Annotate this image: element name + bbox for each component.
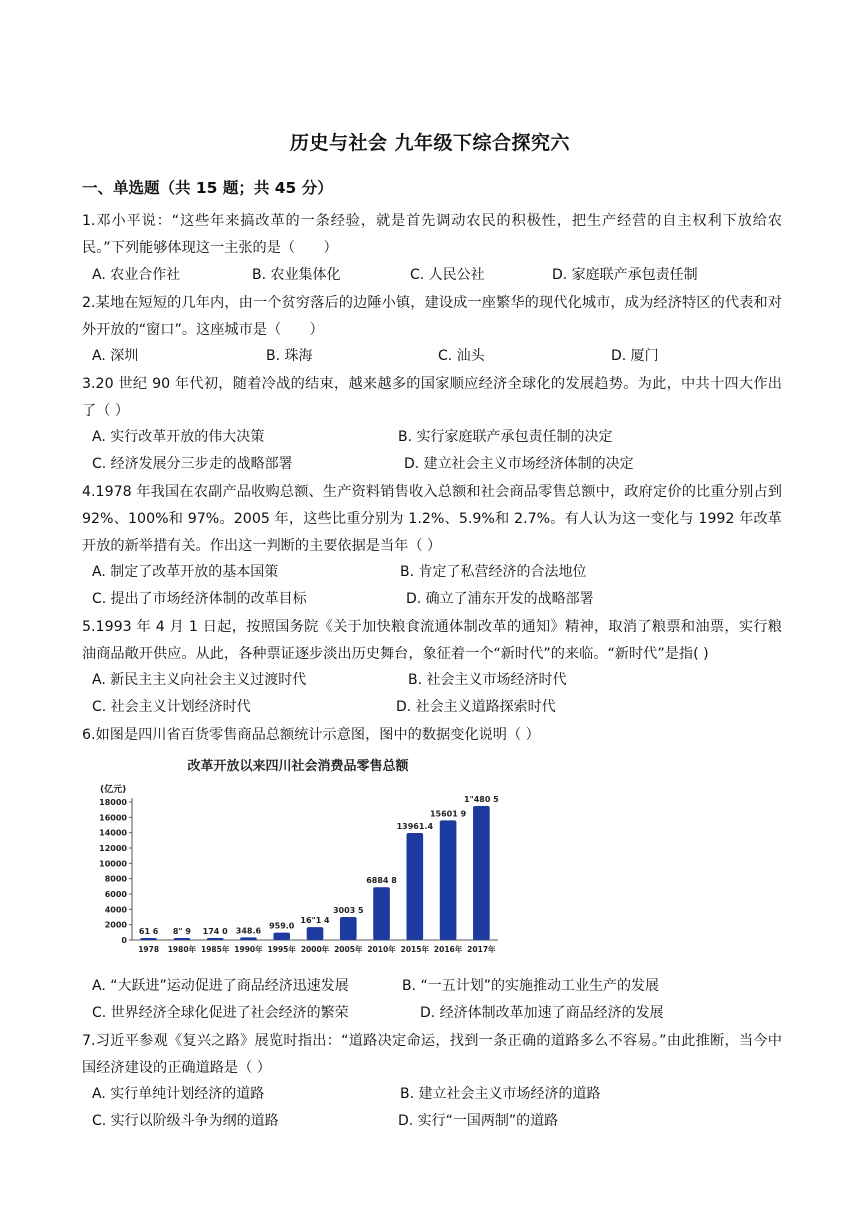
chart-x-tick-label: 1985年	[200, 945, 230, 954]
chart-x-tick-label: 1995年	[267, 945, 296, 954]
question-5-stem: 5.1993 年 4 月 1 日起，按照国务院《关于加快粮食流通体制改革的通知》精神，取消了粮票和油票，实行粮油商品敞开供应。从此，各种票证逐步淡出历史舞台，象征着一个“新时代”的来临。“新时代”是指( )	[82, 619, 782, 662]
chart-data-label: 174 0	[202, 927, 228, 936]
question-1-option-b[interactable]: B. 农业集体化	[252, 267, 341, 283]
chart-bar	[240, 937, 257, 940]
chart-data-label: 13961.4	[396, 821, 434, 831]
chart-y-tick-label: 14000	[99, 828, 127, 838]
chart-y-tick-label: 16000	[99, 813, 127, 823]
question-2-option-a[interactable]: A. 深圳	[92, 348, 139, 364]
question-7-stem: 7.习近平参观《复兴之路》展览时指出：“道路决定命运，找到一条正确的道路多么不容易。”由此推断，当今中国经济建设的正确道路是（ ）	[82, 1033, 782, 1076]
chart-bar	[207, 938, 224, 940]
chart-bar	[473, 806, 490, 940]
question-4-option-c[interactable]: C. 提出了市场经济体制的改革目标	[92, 591, 307, 607]
chart-data-label: 1"480 5	[463, 794, 499, 804]
chart-x-tick-label: 2015年	[400, 945, 430, 954]
chart-x-tick-label: 1980年	[167, 945, 197, 954]
question-4-option-b[interactable]: B. 肯定了私营经济的合法地位	[400, 564, 587, 580]
chart-y-tick-label: 8000	[104, 874, 127, 884]
question-1-option-c[interactable]: C. 人民公社	[410, 267, 485, 283]
chart-x-tick-label: 2000年	[300, 945, 330, 954]
question-5-option-d[interactable]: D. 社会主义道路探索时代	[396, 699, 556, 715]
chart-y-tick-label: 2000	[104, 920, 127, 930]
chart-x-tick-label: 2016年	[433, 945, 463, 954]
chart-data-label: 16"1 4	[300, 916, 330, 926]
question-5-option-a[interactable]: A. 新民主主义向社会主义过渡时代	[92, 672, 307, 688]
chart-bar	[373, 887, 390, 940]
chart-bar	[340, 917, 357, 940]
retail-sales-bar-chart	[88, 750, 508, 970]
question-4-stem: 4.1978 年我国在农副产品收购总额、生产资料销售收入总额和社会商品零售总额中，政府定价的比重分别占到 92%、100%和 97%。2005 年，这些比重分别为 1.2%、5.9%和 2.7%。有人认为这一变化与 1992 年改革开放的新举措有关。作出这一判断的主要依据是当年（ ）	[82, 484, 782, 554]
section-heading: 一、单选题（共 15 题；共 45 分）	[82, 179, 333, 197]
chart-x-tick-label: 2005年	[334, 945, 363, 954]
chart-bar	[174, 938, 191, 940]
question-3-option-d[interactable]: D. 建立社会主义市场经济体制的决定	[404, 456, 634, 472]
question-3-stem: 3.20 世纪 90 年代初，随着冷战的结束，越来越多的国家顺应经济全球化的发展趋势。为此，中共十四大作出了（ ）	[82, 376, 782, 419]
page-title: 历史与社会 九年级下综合探究六	[289, 132, 571, 154]
question-7-option-c[interactable]: C. 实行以阶级斗争为纲的道路	[92, 1113, 279, 1129]
chart-title: 改革开放以来四川社会消费品零售总额	[187, 759, 409, 774]
chart-data-label: 3003 5	[332, 905, 364, 915]
chart-y-tick-label: 6000	[104, 890, 127, 899]
question-3-option-c[interactable]: C. 经济发展分三步走的战略部署	[92, 456, 293, 472]
chart-data-label: 8" 9	[172, 927, 191, 936]
chart-y-tick-label: 12000	[99, 844, 127, 853]
question-2-option-d[interactable]: D. 厦门	[611, 348, 659, 364]
question-6-option-d[interactable]: D. 经济体制改革加速了商品经济的发展	[420, 1005, 664, 1021]
chart-bar	[307, 927, 324, 940]
question-6-option-a[interactable]: A. “大跃进”运动促进了商品经济迅速发展	[92, 978, 349, 994]
question-3-option-b[interactable]: B. 实行家庭联产承包责任制的决定	[398, 429, 613, 445]
chart-x-tick-label: 1990年	[234, 945, 263, 954]
chart-bar	[140, 938, 157, 940]
question-7-option-d[interactable]: D. 实行“一国两制”的道路	[398, 1113, 559, 1129]
chart-y-axis-label: (亿元)	[100, 785, 127, 795]
chart-data-label: 348.6	[235, 926, 262, 936]
chart-data-label: 15601 9	[429, 809, 467, 819]
question-7-option-a[interactable]: A. 实行单纯计划经济的道路	[92, 1086, 265, 1102]
chart-y-tick-label: 4000	[104, 905, 127, 915]
question-4-option-d[interactable]: D. 确立了浦东开发的战略部署	[406, 591, 594, 607]
question-5-option-c[interactable]: C. 社会主义计划经济时代	[92, 699, 251, 715]
question-5-option-b[interactable]: B. 社会主义市场经济时代	[408, 672, 567, 688]
question-1-option-a[interactable]: A. 农业合作社	[92, 267, 181, 283]
chart-x-tick-label: 2010年	[367, 945, 396, 954]
chart-data-label: 6884 8	[366, 876, 397, 886]
question-3-option-a[interactable]: A. 实行改革开放的伟大决策	[92, 429, 265, 445]
chart-x-tick-label: 1978	[138, 945, 160, 954]
question-6-option-c[interactable]: C. 世界经济全球化促进了社会经济的繁荣	[92, 1005, 349, 1021]
question-2-option-c[interactable]: C. 汕头	[438, 348, 485, 364]
question-7-option-b[interactable]: B. 建立社会主义市场经济的道路	[400, 1086, 601, 1102]
question-2-stem: 2.某地在短短的几年内，由一个贫穷落后的边陲小镇，建设成一座繁华的现代化城市，成为经济特区的代表和对外开放的“窗口”。这座城市是（ ）	[82, 295, 782, 338]
chart-bar	[407, 833, 424, 940]
chart-data-label: 959.0	[269, 921, 295, 931]
chart-y-tick-label: 10000	[99, 859, 127, 869]
chart-y-tick-label: 0	[121, 936, 127, 945]
question-2-option-b[interactable]: B. 珠海	[266, 348, 313, 364]
question-4-option-a[interactable]: A. 制定了改革开放的基本国策	[92, 564, 279, 580]
chart-bar	[273, 933, 290, 940]
question-1-option-d[interactable]: D. 家庭联产承包责任制	[552, 267, 698, 283]
question-1-stem: 1.邓小平说：“这些年来搞改革的一条经验，就是首先调动农民的积极性，把生产经营的自主权利下放给农民。”下列能够体现这一主张的是（ ）	[82, 213, 782, 256]
chart-y-tick-label: 18000	[99, 798, 127, 807]
chart-data-label: 61 6	[138, 927, 159, 936]
chart-bar	[440, 820, 457, 940]
question-6-option-b[interactable]: B. “一五计划”的实施推动工业生产的发展	[402, 978, 660, 994]
question-6-stem: 6.如图是四川省百货零售商品总额统计示意图，图中的数据变化说明（ ）	[82, 727, 540, 743]
chart-x-tick-label: 2017年	[467, 945, 496, 954]
